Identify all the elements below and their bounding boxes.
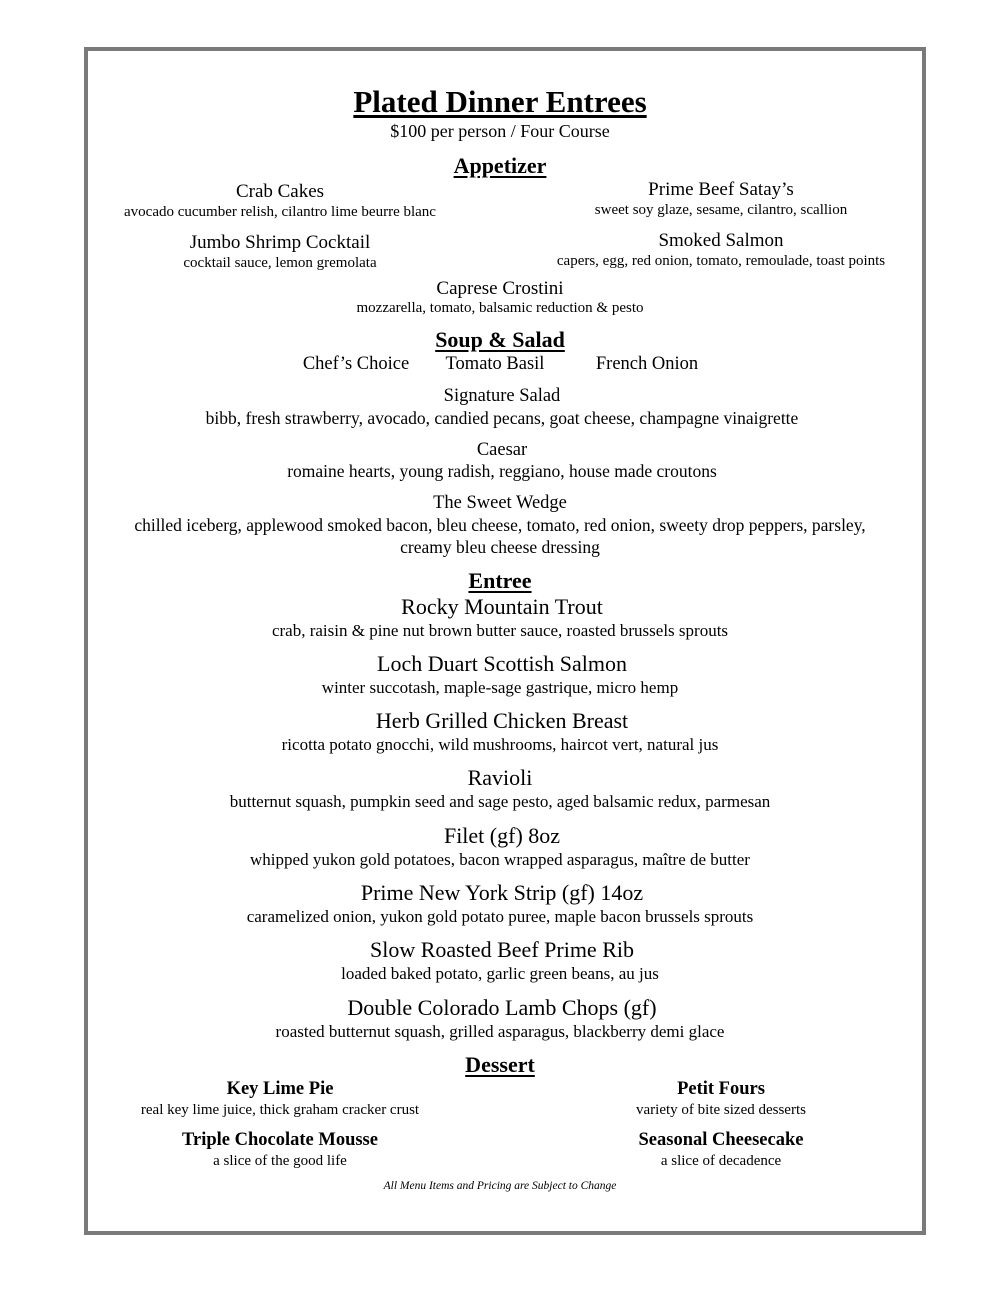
appetizer-desc: cocktail sauce, lemon gremolata — [183, 255, 377, 271]
salad-name: The Sweet Wedge — [433, 493, 567, 513]
dessert-name: Key Lime Pie — [226, 1079, 334, 1099]
pricing-disclaimer: All Menu Items and Pricing are Subject to Change — [383, 1180, 617, 1192]
salad-desc-continued: creamy bleu cheese dressing — [400, 537, 600, 557]
dessert-name: Seasonal Cheesecake — [638, 1130, 804, 1150]
appetizer-name: Jumbo Shrimp Cocktail — [189, 232, 371, 253]
dessert-desc: a slice of the good life — [213, 1153, 347, 1169]
appetizer-desc: avocado cucumber relish, cilantro lime beurre blanc — [124, 204, 436, 220]
entree-desc: whipped yukon gold potatoes, bacon wrapped asparagus, maître de butter — [250, 850, 750, 869]
entree-desc: crab, raisin & pine nut brown butter sauce, roasted brussels sprouts — [271, 621, 729, 640]
dessert-desc: real key lime juice, thick graham cracker crust — [140, 1102, 420, 1118]
entree-name: Rocky Mountain Trout — [401, 594, 603, 619]
entree-name: Loch Duart Scottish Salmon — [377, 651, 627, 676]
appetizer-name: Smoked Salmon — [658, 230, 784, 251]
appetizer-name: Crab Cakes — [235, 181, 325, 202]
entree-name: Filet (gf) 8oz — [443, 823, 561, 848]
salad-desc: chilled iceberg, applewood smoked bacon, bleu cheese, tomato, red onion, sweety drop peppers, parsley, — [134, 515, 866, 535]
salad-desc: romaine hearts, young radish, reggiano, house made croutons — [287, 461, 717, 481]
entree-desc: roasted butternut squash, grilled asparagus, blackberry demi glace — [275, 1022, 725, 1041]
entree-name: Herb Grilled Chicken Breast — [375, 708, 629, 733]
salad-desc: bibb, fresh strawberry, avocado, candied pecans, goat cheese, champagne vinaigrette — [205, 408, 799, 428]
soup-option: Tomato Basil — [445, 354, 545, 374]
soup-option: French Onion — [595, 354, 699, 374]
entree-desc: winter succotash, maple-sage gastrique, micro hemp — [321, 678, 679, 697]
price-subtitle: $100 per person / Four Course — [390, 121, 610, 141]
dessert-name: Petit Fours — [677, 1079, 765, 1099]
section-heading-appetizer: Appetizer — [453, 153, 547, 178]
appetizer-name: Prime Beef Satay’s — [648, 179, 794, 200]
page-title: Plated Dinner Entrees — [353, 84, 647, 119]
dessert-name: Triple Chocolate Mousse — [182, 1130, 378, 1150]
appetizer-desc: sweet soy glaze, sesame, cilantro, scallion — [594, 202, 848, 218]
soup-option: Chef’s Choice — [302, 354, 410, 374]
entree-name: Double Colorado Lamb Chops (gf) — [347, 995, 657, 1020]
section-heading-soup-salad: Soup & Salad — [435, 327, 565, 352]
salad-name: Signature Salad — [443, 386, 561, 406]
appetizer-desc: mozzarella, tomato, balsamic reduction & pesto — [356, 300, 644, 316]
entree-desc: caramelized onion, yukon gold potato puree, maple bacon brussels sprouts — [246, 907, 754, 926]
entree-desc: ricotta potato gnocchi, wild mushrooms, haircot vert, natural jus — [281, 735, 719, 754]
entree-desc: loaded baked potato, garlic green beans, au jus — [341, 964, 659, 983]
entree-desc: butternut squash, pumpkin seed and sage pesto, aged balsamic redux, parmesan — [229, 792, 771, 811]
dessert-desc: variety of bite sized desserts — [636, 1102, 806, 1118]
salad-name: Caesar — [476, 440, 528, 460]
entree-name: Slow Roasted Beef Prime Rib — [370, 937, 634, 962]
section-heading-dessert: Dessert — [465, 1052, 535, 1077]
appetizer-desc: capers, egg, red onion, tomato, remoulade, toast points — [556, 253, 886, 269]
entree-name: Prime New York Strip (gf) 14oz — [360, 880, 644, 905]
dessert-desc: a slice of decadence — [660, 1153, 782, 1169]
section-heading-entree: Entree — [468, 568, 532, 593]
entree-name: Ravioli — [467, 765, 533, 790]
appetizer-name: Caprese Crostini — [436, 278, 564, 299]
